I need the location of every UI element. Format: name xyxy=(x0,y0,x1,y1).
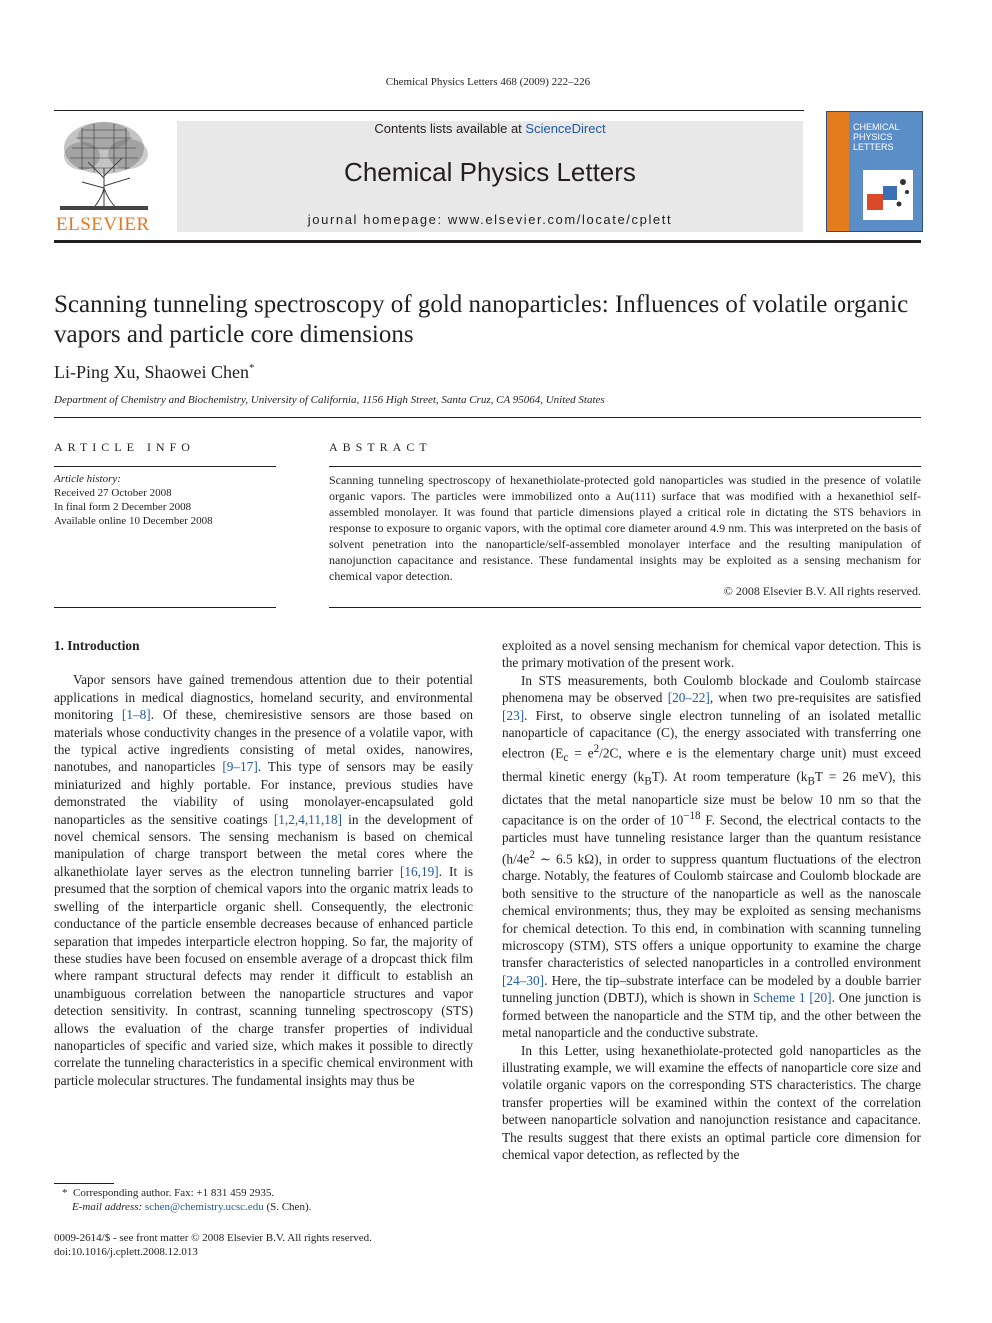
elsevier-logo xyxy=(52,118,156,236)
section-heading: 1. Introduction xyxy=(54,638,140,653)
abstract-bottom-rule xyxy=(329,607,921,608)
journal-banner xyxy=(177,121,803,232)
abstract-heading: ABSTRACT xyxy=(329,440,432,454)
sciencedirect-link[interactable]: ScienceDirect xyxy=(525,121,606,136)
affiliation-rule xyxy=(54,417,921,418)
cover-title: CHEMICAL PHYSICS LETTERS xyxy=(853,122,900,152)
email-link[interactable]: schen@chemistry.ucsc.edu xyxy=(144,1201,264,1213)
journal-citation: Chemical Physics Letters 468 (2009) 222–226 xyxy=(385,76,591,88)
body-column-left xyxy=(54,637,473,1089)
front-matter-info xyxy=(54,1231,372,1259)
doi-line[interactable]: doi:10.1016/j.cplett.2008.12.013 xyxy=(54,1246,198,1258)
citation-link[interactable]: [20] xyxy=(809,990,832,1006)
citation-link[interactable]: [1–8] xyxy=(121,707,151,723)
article-info-heading: ARTICLE INFO xyxy=(54,440,195,454)
journal-name: Chemical Physics Letters xyxy=(344,157,636,187)
history-label: Article history: xyxy=(54,473,121,485)
journal-cover xyxy=(826,111,923,232)
online-date: Available online 10 December 2008 xyxy=(54,515,213,527)
contents-prefix: Contents lists available at xyxy=(374,121,526,136)
header-rule xyxy=(54,110,804,111)
publisher-wordmark: ELSEVIER xyxy=(56,214,150,235)
footnote xyxy=(62,1186,311,1214)
citation-link[interactable]: [9–17] xyxy=(222,759,258,775)
journal-homepage[interactable]: journal homepage: www.elsevier.com/locate/cplett xyxy=(307,212,673,227)
corresponding-mark[interactable]: * xyxy=(249,362,255,374)
intro-paragraph-1-continued: exploited as a novel sensing mechanism for chemical vapor detection. This is the primary motivation of the present work. xyxy=(502,638,921,671)
abstract-text: Scanning tunneling spectroscopy of hexanethiolate-protected gold nanoparticles was studied in the presence of volatile organic vapors. The particles were immobilized onto a Au(111) surface that was modified with a hexanethiol self-assembled monolayer. It was found that particle dimensions played a critical role in dictating the STS behaviors in response to exposure to organic vapors, with the optimal core diameter around 4.9 nm. This was interpreted on the basis of solvent penetration into the nanoparticle/self-assembled monolayer interface and the resulting manipulation of nanojunction capacitance and resistance. These fundamental insights may be exploited as a sensing mechanism for chemical vapor detection. xyxy=(329,473,921,583)
received-date: Received 27 October 2008 xyxy=(54,487,172,499)
corresponding-author-note: * Corresponding author. Fax: +1 831 459 2935. xyxy=(62,1187,275,1199)
scheme-link[interactable]: Scheme 1 xyxy=(753,990,806,1006)
final-form-date: In final form 2 December 2008 xyxy=(54,501,192,513)
intro-paragraph-3: In this Letter, using hexanethiolate-protected gold nanoparticles as the illustrating example, we will examine the effects of nanoparticle core size and volatile organic vapors on the corresponding STS characteristics. The charge transfer properties will be examined within the context of the correlation between nanoparticle solvation and nanojunction resistance and capacitance. The results suggest that there exists an optimal particle core dimension for chemical vapor detection, as reflected by the xyxy=(502,1042,921,1162)
abstract-rule xyxy=(329,466,921,467)
article-title: Scanning tunneling spectroscopy of gold nanoparticles: Influences of volatile organic vapors and particle core dimensions xyxy=(54,291,909,348)
article-history xyxy=(54,472,213,528)
citation-link[interactable]: [16,19] xyxy=(399,863,439,879)
contents-line xyxy=(177,121,803,137)
footnote-rule xyxy=(54,1183,114,1184)
authors: Li-Ping Xu, Shaowei Chen* xyxy=(54,362,255,382)
citation-link[interactable]: [24–30] xyxy=(502,972,545,988)
cover-strip xyxy=(827,112,849,231)
citation-link[interactable]: [1,2,4,11,18] xyxy=(273,811,343,827)
article-info-bottom-rule xyxy=(54,607,276,608)
cover-illustration-icon xyxy=(863,170,913,220)
email-line: E-mail address: schen@chemistry.ucsc.edu (S. Chen). xyxy=(72,1201,312,1213)
citation-link[interactable]: [20–22] xyxy=(667,690,710,706)
affiliation: Department of Chemistry and Biochemistry, University of California, 1156 High Street, Santa Cruz, CA 95064, United States xyxy=(54,394,605,406)
body-column-right xyxy=(502,637,921,1163)
issn-line: 0009-2614/$ - see front matter © 2008 Elsevier B.V. All rights reserved. xyxy=(54,1232,372,1244)
intro-paragraph-2: In STS measurements, both Coulomb blockade and Coulomb staircase phenomena may be observed [20–22], when two pre-requisites are satisfied [23]. First, to observe single electron tunneling of an isolated metallic nanoparticle of capacitance (C), the energy associated with transferring one electron ($E_c = e^2/2C$, where e is the elementary charge unit) must exceed thermal kinetic energy $(k_BT)$. At room temperature ($k_BT = 26$ meV), this dictates that the metal nanoparticle size must be below 10 nm so that the capacitance is on the order of $10^{-18}$ F. Second, the electrical contacts to the particles must have tunneling resistance larger than the quantum resistance ($h/4e^2$ ∼ 6.5 kΩ), in order to suppress quantum fluctuations of the electron charge. Notably, the features of Coulomb staircase and Coulomb blockade are both sensitive to the structure of the nanoparticle as well as the nanoscale chemical environments; thus, they may be exploited as sensing mechanisms for chemical detection. To this end, in combination with scanning tunneling microscopy (STM), STS offers a unique opportunity to examine the charge transfer characteristics of selected nanoparticles in a controlled environment [24–30]. Here, the tip–substrate interface can be modeled by a double barrier tunneling junction (DBTJ), which is shown in Scheme 1 [20]. One junction is formed between the nanoparticle and the STM tip, and the other between the metal nanoparticle and the conductive substrate. xyxy=(502,672,921,1041)
tree-icon xyxy=(52,118,156,214)
intro-paragraph-1: Vapor sensors have gained tremendous attention due to their potential applications in medical diagnostics, homeland security, and environmental monitoring [1–8]. Of these, chemiresistive sensors are those based on materials whose conductivity changes in the presence of a volatile vapor, with the typical active ingredients consisting of metal oxides, nanowires, nanotubes, and nanoparticles [9–17]. This type of sensors may be easily miniaturized and highly portable. For instance, previous studies have demonstrated the viability of using monolayer-encapsulated gold nanoparticles as the sensitive coatings [1,2,4,11,18] in the development of novel chemical sensors. The sensing mechanism is based on chemical manipulation of charge transport between the metal cores where the alkanethiolate layer serves as the electron tunneling barrier [16,19]. It is presumed that the sorption of chemical vapors into the organic matrix leads to swelling of the interparticle organic shell. Consequently, the electronic conductance of the particle ensemble decreases because of enhanced particle separation that impedes interparticle electron hopping. So far, the majority of these studies have been focused on ensemble average of a dropcast thick film where rampant structural defects may render it difficult to establish an unambiguous correlation between the nanoparticle structures and vapor detection sensitivity. In contrast, scanning tunneling spectroscopy (STS) allows the evaluation of the charge transfer properties of individual nanoparticles of specific and varied size, which makes it possible to directly correlate the tunneling characteristics in a specific chemical environment with particle molecular structures. The fundamental insights may thus be xyxy=(54,672,474,1088)
header-thick-rule xyxy=(54,240,921,243)
citation-link[interactable]: [23] xyxy=(502,707,525,723)
article-info-rule xyxy=(54,466,276,467)
abstract-copyright: © 2008 Elsevier B.V. All rights reserved. xyxy=(723,584,921,598)
